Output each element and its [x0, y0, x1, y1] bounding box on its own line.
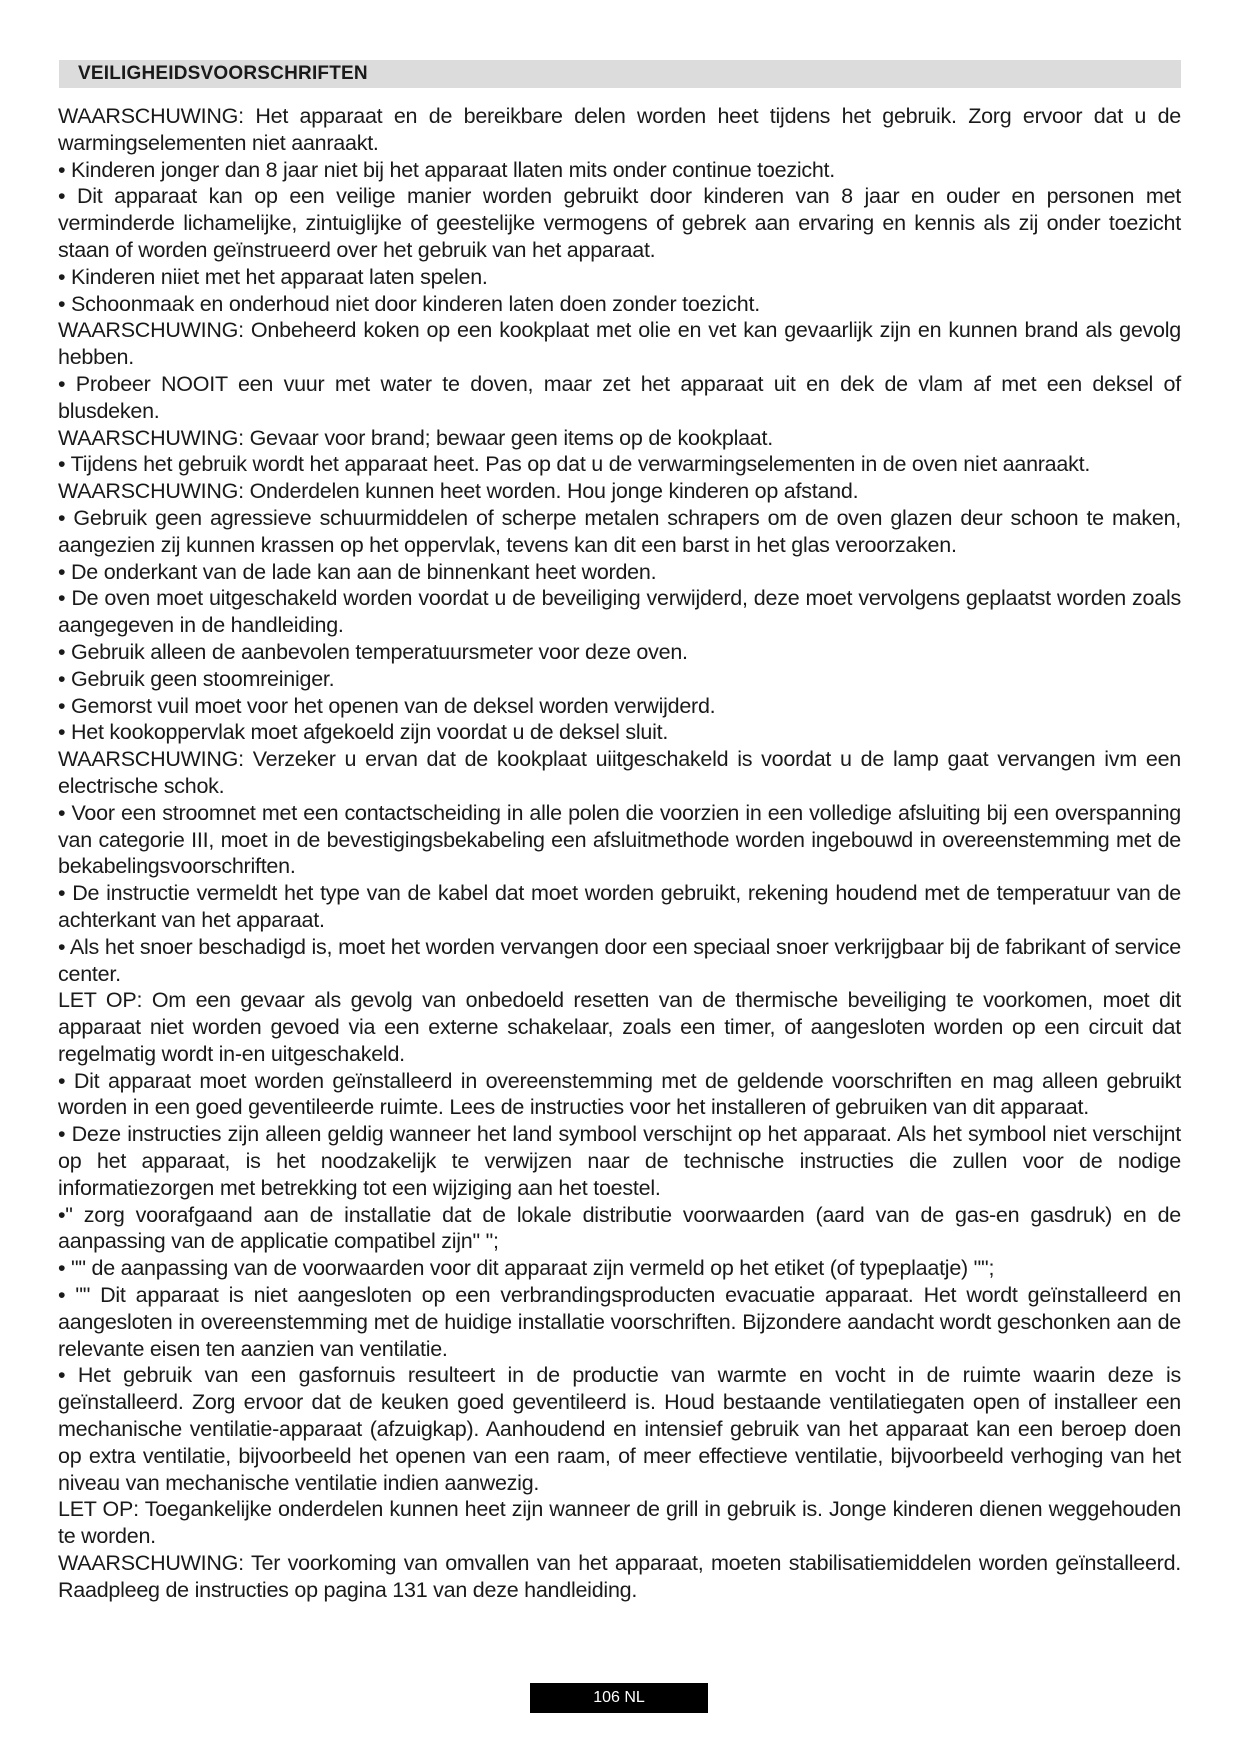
- section-header-bar: [59, 60, 1181, 88]
- safety-instructions-body: [58, 103, 1181, 1604]
- paragraph: • De instructie vermeldt het type van de kabel dat moet worden gebruikt, rekening houdend met de temperatuur van de achterkant van het apparaat.: [58, 881, 1181, 932]
- paragraph: WAARSCHUWING: Ter voorkoming van omvallen van het apparaat, moeten stabilisatiemiddelen worden geïnstalleerd. Raadpleeg de instructies op pagina 131 van deze handleiding.: [58, 1551, 1181, 1602]
- paragraph: • Schoonmaak en onderhoud niet door kinderen laten doen zonder toezicht.: [58, 291, 760, 316]
- paragraph: • Deze instructies zijn alleen geldig wanneer het land symbool verschijnt op het apparaat. Als het symbool niet verschijnt op het apparaat, is het noodzakelijk te verwijzen naar de technische instructies die zullen voor de nodige informatiezorgen met betrekking tot een wijziging aan het toestel.: [58, 1122, 1181, 1200]
- paragraph: WAARSCHUWING: Onderdelen kunnen heet worden. Hou jonge kinderen op afstand.: [58, 479, 859, 504]
- paragraph: WAARSCHUWING: Onbeheerd koken op een kookplaat met olie en vet kan gevaarlijk zijn en kunnen brand als gevolg hebben.: [58, 318, 1181, 370]
- paragraph: • Voor een stroomnet met een contactscheiding in alle polen die voorzien in een volledige afsluiting bij een overspanning van categorie III, moet in de bevestigingsbekabeling een afsluitmethode worden ingebouwd in overeenstemming met de bekabelingsvoorschriften.: [58, 800, 1181, 879]
- paragraph: • Dit apparaat moet worden geïnstalleerd in overeenstemming met de geldende voorschriften en mag alleen gebruikt worden in een goed geventileerde ruimte. Lees de instructies voor het installeren of gebruiken van dit apparaat.: [58, 1068, 1181, 1120]
- page-number-badge: 106 NL: [530, 1683, 708, 1713]
- section-title: VEILIGHEIDSVOORSCHRIFTEN: [78, 63, 368, 84]
- paragraph: • Dit apparaat kan op een veilige manier worden gebruikt door kinderen van 8 jaar en ouder en personen met verminderde lichamelijke, zintuiglijke of geestelijke vermogens of gebrek aan ervaring en kennis als zij onder toezicht staan of worden geïnstrueerd over het gebruik van het apparaat.: [58, 184, 1181, 262]
- paragraph: • Gebruik geen agressieve schuurmiddelen of scherpe metalen schrapers om de oven glazen deur schoon te maken, aangezien zij kunnen krassen op het oppervlak, tevens kan dit een barst in het glas veroorzaken.: [58, 505, 1181, 557]
- paragraph: WAARSCHUWING: Gevaar voor brand; bewaar geen items op de kookplaat.: [58, 425, 773, 450]
- paragraph: • Als het snoer beschadigd is, moet het worden vervangen door een speciaal snoer verkrijgbaar bij de fabrikant of service center.: [58, 934, 1181, 986]
- paragraph: • Probeer NOOIT een vuur met water te doven, maar zet het apparaat uit en dek de vlam af met een deksel of blusdeken.: [58, 371, 1181, 423]
- paragraph: LET OP: Om een gevaar als gevolg van onbedoeld resetten van de thermische beveiliging te voorkomen, moet dit apparaat niet worden gevoed via een externe schakelaar, zoals een timer, of aangesloten worden op een circuit dat regelmatig wordt in-en uitgeschakeld.: [58, 988, 1181, 1066]
- paragraph: WAARSCHUWING: Het apparaat en de bereikbare delen worden heet tijdens het gebruik. Zorg ervoor dat u de warmingselementen niet aanraakt.: [58, 104, 1181, 155]
- paragraph: • Gemorst vuil moet voor het openen van de deksel worden verwijderd.: [58, 693, 716, 718]
- paragraph: • Gebruik geen stoomreiniger.: [58, 666, 335, 691]
- paragraph: • Kinderen niiet met het apparaat laten spelen.: [58, 264, 488, 289]
- paragraph: • "" Dit apparaat is niet aangesloten op een verbrandingsproducten evacuatie apparaat. Het wordt geïnstalleerd en aangesloten in overeenstemming met de huidige installatie voorschriften. Bijzondere aandacht wordt geschonken aan de relevante eisen ten aanzien van ventilatie.: [58, 1283, 1181, 1361]
- paragraph: WAARSCHUWING: Verzeker u ervan dat de kookplaat uiitgeschakeld is voordat u de lamp gaat vervangen ivm een electrische schok.: [58, 747, 1181, 798]
- paragraph: LET OP: Toegankelijke onderdelen kunnen heet zijn wanneer de grill in gebruik is. Jonge kinderen dienen weggehouden te worden.: [58, 1497, 1181, 1549]
- paragraph: •" zorg voorafgaand aan de installatie dat de lokale distributie voorwaarden (aard van de gas-en gasdruk) en de aanpassing van de applicatie compatibel zijn" ";: [58, 1202, 1181, 1254]
- paragraph: • Het kookoppervlak moet afgekoeld zijn voordat u de deksel sluit.: [58, 720, 669, 745]
- paragraph: • Het gebruik van een gasfornuis resulteert in de productie van warmte en vocht in de ruimte waarin deze is geïnstalleerd. Zorg ervoor dat de keuken goed geventileerd is. Houd bestaande ventilatiegaten open of installeer een mechanische ventilatie-apparaat (afzuigkap). Aanhoudend en intensief gebruik van het apparaat kan een beroep doen op extra ventilatie, bijvoorbeeld het openen van een raam, of meer effectieve ventilatie, bijvoorbeeld verhoging van het niveau van mechanische ventilatie indien aanwezig.: [58, 1363, 1181, 1495]
- paragraph: • Gebruik alleen de aanbevolen temperatuursmeter voor deze oven.: [58, 639, 688, 664]
- paragraph: • De onderkant van de lade kan aan de binnenkant heet worden.: [58, 559, 657, 584]
- paragraph: • Kinderen jonger dan 8 jaar niet bij het apparaat llaten mits onder continue toezicht.: [58, 157, 836, 182]
- paragraph: • "" de aanpassing van de voorwaarden voor dit apparaat zijn vermeld op het etiket (of typeplaatje) "";: [58, 1256, 995, 1281]
- paragraph: • De oven moet uitgeschakeld worden voordat u de beveiliging verwijderd, deze moet vervolgens geplaatst worden zoals aangegeven in de handleiding.: [58, 586, 1181, 638]
- paragraph: • Tijdens het gebruik wordt het apparaat heet. Pas op dat u de verwarmingselementen in de oven niet aanraakt.: [58, 452, 1091, 477]
